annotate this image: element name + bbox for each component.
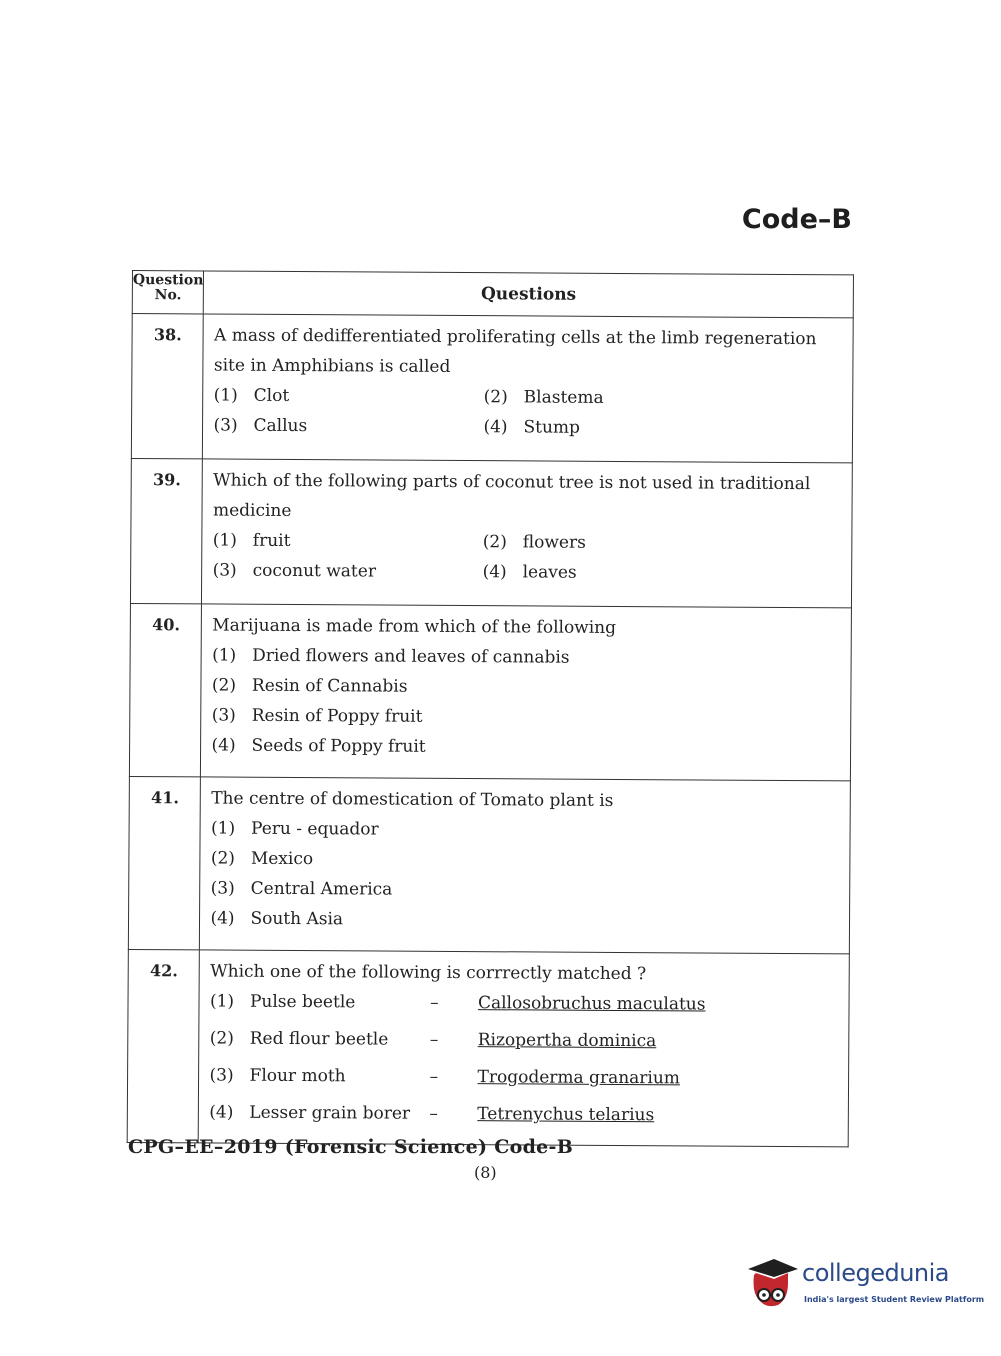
question-text: Which of the following parts of coconut tree is not used in traditional medicine — [212, 470, 811, 521]
question-number: 40. — [129, 603, 202, 776]
question-body — [199, 950, 850, 1147]
table-header-row — [132, 271, 853, 318]
option-text: Resin of Cannabis — [251, 675, 408, 697]
option-number: (3) — [210, 878, 235, 899]
option — [211, 873, 846, 907]
question-row — [127, 949, 849, 1146]
option-number: (2) — [482, 532, 507, 553]
brand-tagline: India's largest Student Review Platform — [804, 1295, 985, 1304]
column-header-question-no: Question No. — [132, 271, 204, 314]
question-body — [200, 777, 851, 954]
option — [211, 813, 846, 847]
match-option — [209, 1060, 844, 1101]
option — [484, 382, 849, 414]
match-left: Pulse beetle — [249, 991, 356, 1013]
option-text: Peru - equador — [250, 818, 379, 840]
option — [214, 381, 484, 413]
match-left: Lesser grain borer — [249, 1102, 411, 1124]
option — [213, 411, 483, 443]
match-right: Callosobruchus maculatus — [477, 993, 706, 1015]
option-number: (1) — [212, 645, 237, 666]
option-number: (2) — [211, 675, 237, 696]
option — [213, 555, 483, 587]
option — [483, 527, 848, 559]
option — [483, 412, 848, 444]
match-dash: – — [429, 1103, 438, 1124]
match-right: Tetrenychus telarius — [477, 1104, 655, 1126]
question-body — [201, 604, 852, 781]
option-number: (2) — [210, 848, 236, 869]
brand-name: collegedunia — [802, 1259, 950, 1287]
option-number: (4) — [211, 735, 236, 756]
option-number: (4) — [482, 562, 507, 583]
match-option — [209, 1097, 844, 1138]
option-text: Resin of Poppy fruit — [251, 705, 423, 727]
question-text: The centre of domestication of Tomato plant is — [211, 788, 614, 811]
option-number: (3) — [211, 705, 236, 726]
option — [211, 730, 846, 764]
options-grid — [213, 525, 848, 589]
option-number: (3) — [209, 1065, 234, 1086]
question-row — [130, 458, 852, 607]
question-number: 42. — [127, 949, 200, 1142]
question-body — [203, 314, 853, 463]
question-row — [129, 603, 851, 780]
option-text: flowers — [522, 532, 586, 553]
option — [212, 670, 847, 704]
question-text: Marijuana is made from which of the following — [212, 615, 617, 638]
question-number: 41. — [128, 776, 201, 949]
question-text: Which one of the following is corrrectly matched ? — [210, 961, 647, 985]
question-row — [128, 776, 850, 953]
code-label: Code–B — [741, 204, 852, 235]
question-row — [131, 314, 853, 463]
option-text: Seeds of Poppy fruit — [251, 735, 426, 757]
option-number: (2) — [209, 1028, 234, 1049]
option — [483, 557, 848, 589]
match-right: Rizopertha dominica — [477, 1030, 657, 1052]
option-text: Stump — [523, 417, 581, 438]
match-dash: – — [429, 992, 439, 1013]
option-number: (2) — [483, 387, 508, 408]
option-number: (3) — [212, 560, 237, 581]
option-text: South Asia — [250, 908, 344, 930]
questions-table — [127, 270, 854, 1147]
option — [212, 700, 847, 734]
option-number: (4) — [483, 417, 508, 438]
page-number: (8) — [474, 1163, 497, 1182]
match-right: Trogoderma granarium — [477, 1067, 681, 1089]
option-number: (4) — [210, 908, 235, 929]
collegedunia-logo-icon — [744, 1255, 800, 1311]
option-number: (4) — [209, 1102, 234, 1123]
option — [212, 640, 847, 674]
match-option — [210, 986, 845, 1027]
options-grid — [213, 381, 848, 445]
option-text: fruit — [252, 530, 291, 551]
option-text: Mexico — [250, 848, 314, 870]
match-left: Flour moth — [249, 1065, 346, 1087]
option-number: (1) — [212, 530, 237, 551]
option-number: (3) — [213, 415, 238, 436]
question-text: A mass of dedifferentiated proliferating cells at the limb regeneration site in Amphibians is called — [213, 325, 817, 377]
option-number: (1) — [210, 818, 236, 839]
option — [210, 903, 845, 937]
option — [213, 525, 483, 557]
question-number: 38. — [131, 314, 203, 459]
match-dash: – — [429, 1029, 439, 1050]
option-text: Blastema — [523, 387, 604, 408]
option-text: Dried flowers and leaves of cannabis — [252, 645, 570, 668]
option-text: Callus — [253, 415, 308, 437]
collegedunia-brand — [744, 1255, 985, 1315]
option-text: coconut water — [252, 560, 377, 582]
match-option — [210, 1023, 845, 1064]
option — [211, 843, 846, 877]
footer-exam-code: CPG–EE–2019 (Forensic Science) Code-B — [128, 1136, 574, 1158]
option-number: (1) — [213, 385, 238, 406]
option-text: Clot — [253, 385, 290, 406]
option-text: leaves — [522, 562, 577, 583]
match-dash: – — [429, 1066, 439, 1087]
question-body — [202, 459, 852, 608]
option-text: Central America — [250, 878, 393, 900]
question-number: 39. — [130, 458, 202, 603]
match-left: Red flour beetle — [249, 1028, 389, 1050]
option-number: (1) — [209, 991, 235, 1012]
column-header-questions: Questions — [204, 271, 854, 318]
